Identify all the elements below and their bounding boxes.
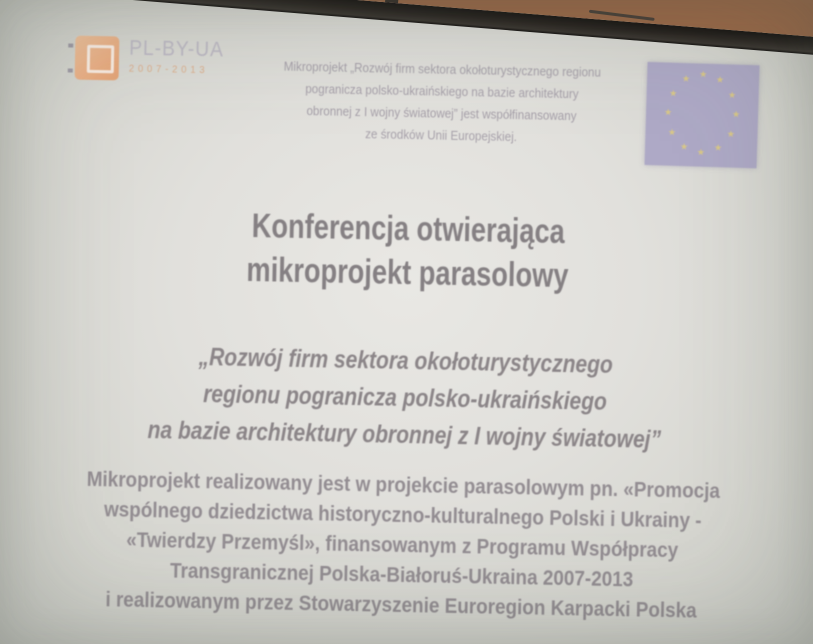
- eu-flag-image: [645, 62, 760, 168]
- text-line: Konferencja otwierająca: [251, 207, 566, 252]
- logo-tick-mark: [68, 43, 73, 47]
- eu-star-icon: ★: [667, 126, 677, 137]
- eu-star-icon: ★: [715, 74, 725, 85]
- program-years: 2007-2013: [128, 63, 209, 77]
- text-line: Transgranicznej Polska-Białoruś-Ukraina 2007-2013: [169, 559, 634, 592]
- text-line: mikroprojekt parasolowy: [246, 250, 569, 296]
- eu-star-icon: ★: [696, 147, 706, 158]
- eu-star-icon: ★: [726, 128, 736, 139]
- program-logo-icon: [75, 36, 120, 81]
- program-name: PL-BY-UA: [128, 36, 225, 62]
- text-line: Mikroprojekt realizowany jest w projekcie parasolowym pn. «Promocja: [86, 467, 721, 504]
- text-line: pogranicza polsko-ukraińskiego na bazie architektury: [305, 82, 579, 102]
- text-line: i realizowanym przez Stowarzyszenie Euroregion Karpacki Polska: [105, 588, 697, 623]
- logo-inner-square: [87, 45, 115, 74]
- eu-star-icon: ★: [727, 89, 737, 100]
- eu-star-icon: ★: [713, 142, 723, 153]
- text-line: wspólnego dziedzictwa historyczno-kulturalnego Polski i Ukrainy -: [103, 498, 702, 533]
- eu-star-icon: ★: [731, 109, 741, 120]
- eu-star-icon: ★: [681, 73, 691, 84]
- project-subtitle: [63, 336, 748, 460]
- eu-star-icon: ★: [699, 69, 708, 80]
- text-line: «Twierdzy Przemyśl», finansowanym z Programu Współpracy: [125, 528, 679, 563]
- text-line: regionu pogranicza polsko-ukraińskiego: [202, 380, 608, 416]
- wall-wire: [589, 10, 655, 21]
- text-line: obronnej z I wojny światowej” jest współfinansowany: [306, 104, 577, 124]
- funding-disclaimer: [234, 55, 649, 151]
- program-logo: [75, 36, 233, 83]
- text-line: ze środków Unii Europejskiej.: [365, 127, 518, 145]
- eu-star-icon: ★: [679, 141, 689, 152]
- eu-star-icon: ★: [663, 107, 673, 118]
- text-line: „Rozwój firm sektora okołoturystycznego: [198, 343, 614, 379]
- logo-tick-mark: [68, 68, 73, 72]
- text-line: na bazie architektury obronnej z I wojny światowej”: [147, 416, 662, 454]
- program-logo-text: [129, 37, 233, 77]
- text-line: Mikroprojekt „Rozwój firm sektora okołoturystycznego regionu: [283, 59, 602, 80]
- slide-title: [82, 201, 734, 301]
- umbrella-project-paragraph: [35, 464, 769, 628]
- eu-star-icon: ★: [669, 87, 678, 98]
